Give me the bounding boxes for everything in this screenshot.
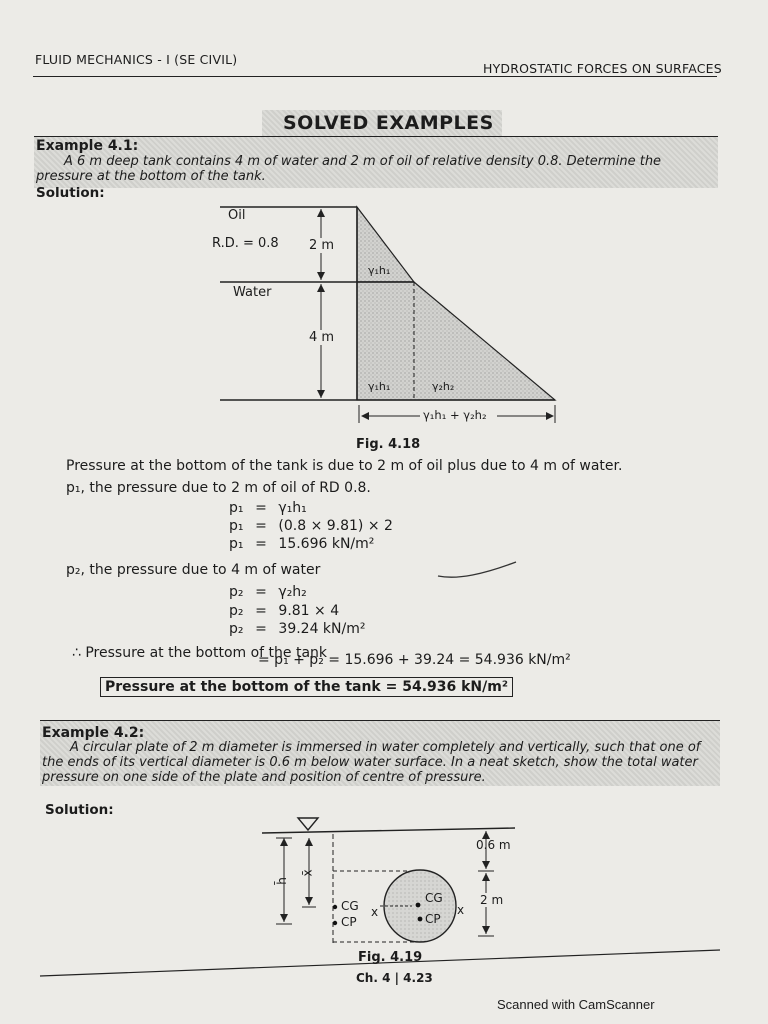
solution-text-3: p₂, the pressure due to 4 m of water — [66, 562, 321, 578]
example2-solution-label: Solution: — [45, 802, 114, 818]
cg-dot — [416, 903, 421, 908]
eq-sign: = — [255, 500, 267, 516]
dim-2m-arrow-down — [482, 926, 490, 934]
eq-rhs: 39.24 kN/m² — [278, 621, 366, 637]
camscanner-watermark: Scanned with CamScanner — [497, 997, 655, 1012]
example2-statement-line3: pressure on one side of the plate and position of centre of pressure. — [42, 770, 486, 785]
example1-statement-line2: pressure at the bottom of the tank. — [36, 169, 266, 184]
hbar-arrow-down — [280, 914, 288, 922]
hbar-arrow-up — [280, 838, 288, 846]
dim-2m-arrow-up — [482, 873, 490, 881]
result-box: Pressure at the bottom of the tank = 54.936 kN/m² — [100, 677, 513, 697]
eq-lhs: p₁ — [229, 536, 244, 552]
hbar-label: h̄ — [274, 877, 289, 885]
water-label: Water — [233, 285, 272, 300]
eq-lhs: p₁ — [229, 518, 244, 534]
section-title: SOLVED EXAMPLES — [283, 112, 494, 134]
running-header-right: HYDROSTATIC FORCES ON SURFACES — [483, 61, 722, 76]
oil-pressure-label: γ₁h₁ — [368, 264, 391, 277]
eq-sign: = — [255, 621, 267, 637]
eq-rhs: 9.81 × 4 — [278, 603, 340, 619]
eq-lhs: p₂ — [229, 621, 244, 637]
solution-text-4: ∴ Pressure at the bottom of the tank — [72, 645, 328, 661]
example1-statement-line1: A 6 m deep tank contains 4 m of water and 2 m of oil of relative density 0.8. Determine the — [64, 154, 662, 169]
dim-0-6-arrow-down — [482, 861, 490, 869]
eq-sign: = — [255, 584, 267, 600]
equation-total: = p₁ + p₂ = 15.696 + 39.24 = 54.936 kN/m² — [258, 652, 571, 668]
free-surface-symbol — [298, 818, 318, 830]
eq-sign: = — [255, 518, 267, 534]
eq-rhs: γ₁h₁ — [278, 500, 307, 516]
diameter-label: 2 m — [480, 893, 504, 907]
example2-heading: Example 4.2: — [42, 725, 145, 741]
cp-left-dot — [333, 921, 337, 925]
eq-rhs: (0.8 × 9.81) × 2 — [278, 518, 393, 534]
fig-4-18-caption: Fig. 4.18 — [356, 437, 421, 452]
cg-circle-label: CG — [425, 891, 443, 905]
cp-circle-label: CP — [425, 912, 441, 926]
water-pressure-label: γ₂h₂ — [432, 380, 455, 393]
x-left-label: x — [371, 905, 379, 919]
example1-heading: Example 4.1: — [36, 138, 139, 154]
eq-rhs: γ₂h₂ — [278, 584, 307, 600]
cp-dot — [418, 917, 423, 922]
running-header-left: FLUID MECHANICS - I (SE CIVIL) — [35, 52, 238, 67]
xbar-arrow-down — [305, 897, 313, 905]
solution-text-2: p₁, the pressure due to 2 m of oil of RD 0.8. — [66, 480, 371, 496]
page-number: Ch. 4 | 4.23 — [356, 971, 433, 985]
solution-text-1: Pressure at the bottom of the tank is due to 2 m of oil plus due to 4 m of water. — [66, 458, 623, 474]
eq-sign: = — [255, 536, 267, 552]
x-right-label: x — [457, 903, 465, 917]
example2-statement-line1: A circular plate of 2 m diameter is immersed in water completely and vertically, such that one of — [70, 740, 701, 755]
depth-label: 0.6 m — [476, 838, 511, 852]
xbar-arrow-up — [305, 838, 313, 846]
cp-left-label: CP — [341, 915, 357, 929]
xbar-label: x̄ — [300, 869, 315, 877]
water-depth-label: 4 m — [309, 330, 335, 345]
eq-lhs: p₁ — [229, 500, 244, 516]
fig-4-19-caption: Fig. 4.19 — [358, 950, 423, 965]
example2-statement-line2: the ends of its vertical diameter is 0.6 m below water surface. In a neat sketch, show the total water — [42, 755, 698, 770]
relative-density-label: R.D. = 0.8 — [212, 236, 279, 251]
eq-rhs: 15.696 kN/m² — [278, 536, 375, 552]
eq-lhs: p₂ — [229, 603, 244, 619]
cg-left-label: CG — [341, 899, 359, 913]
total-pressure-label: γ₁h₁ + γ₂h₂ — [423, 408, 487, 422]
oil-depth-label: 2 m — [309, 238, 335, 253]
cg-left-dot — [333, 905, 337, 909]
eq-sign: = — [255, 603, 267, 619]
example1-solution-label: Solution: — [36, 185, 105, 201]
oil-pressure-bottom-label: γ₁h₁ — [368, 380, 391, 393]
water-surface-line — [262, 828, 515, 833]
eq-lhs: p₂ — [229, 584, 244, 600]
oil-label: Oil — [228, 208, 246, 223]
